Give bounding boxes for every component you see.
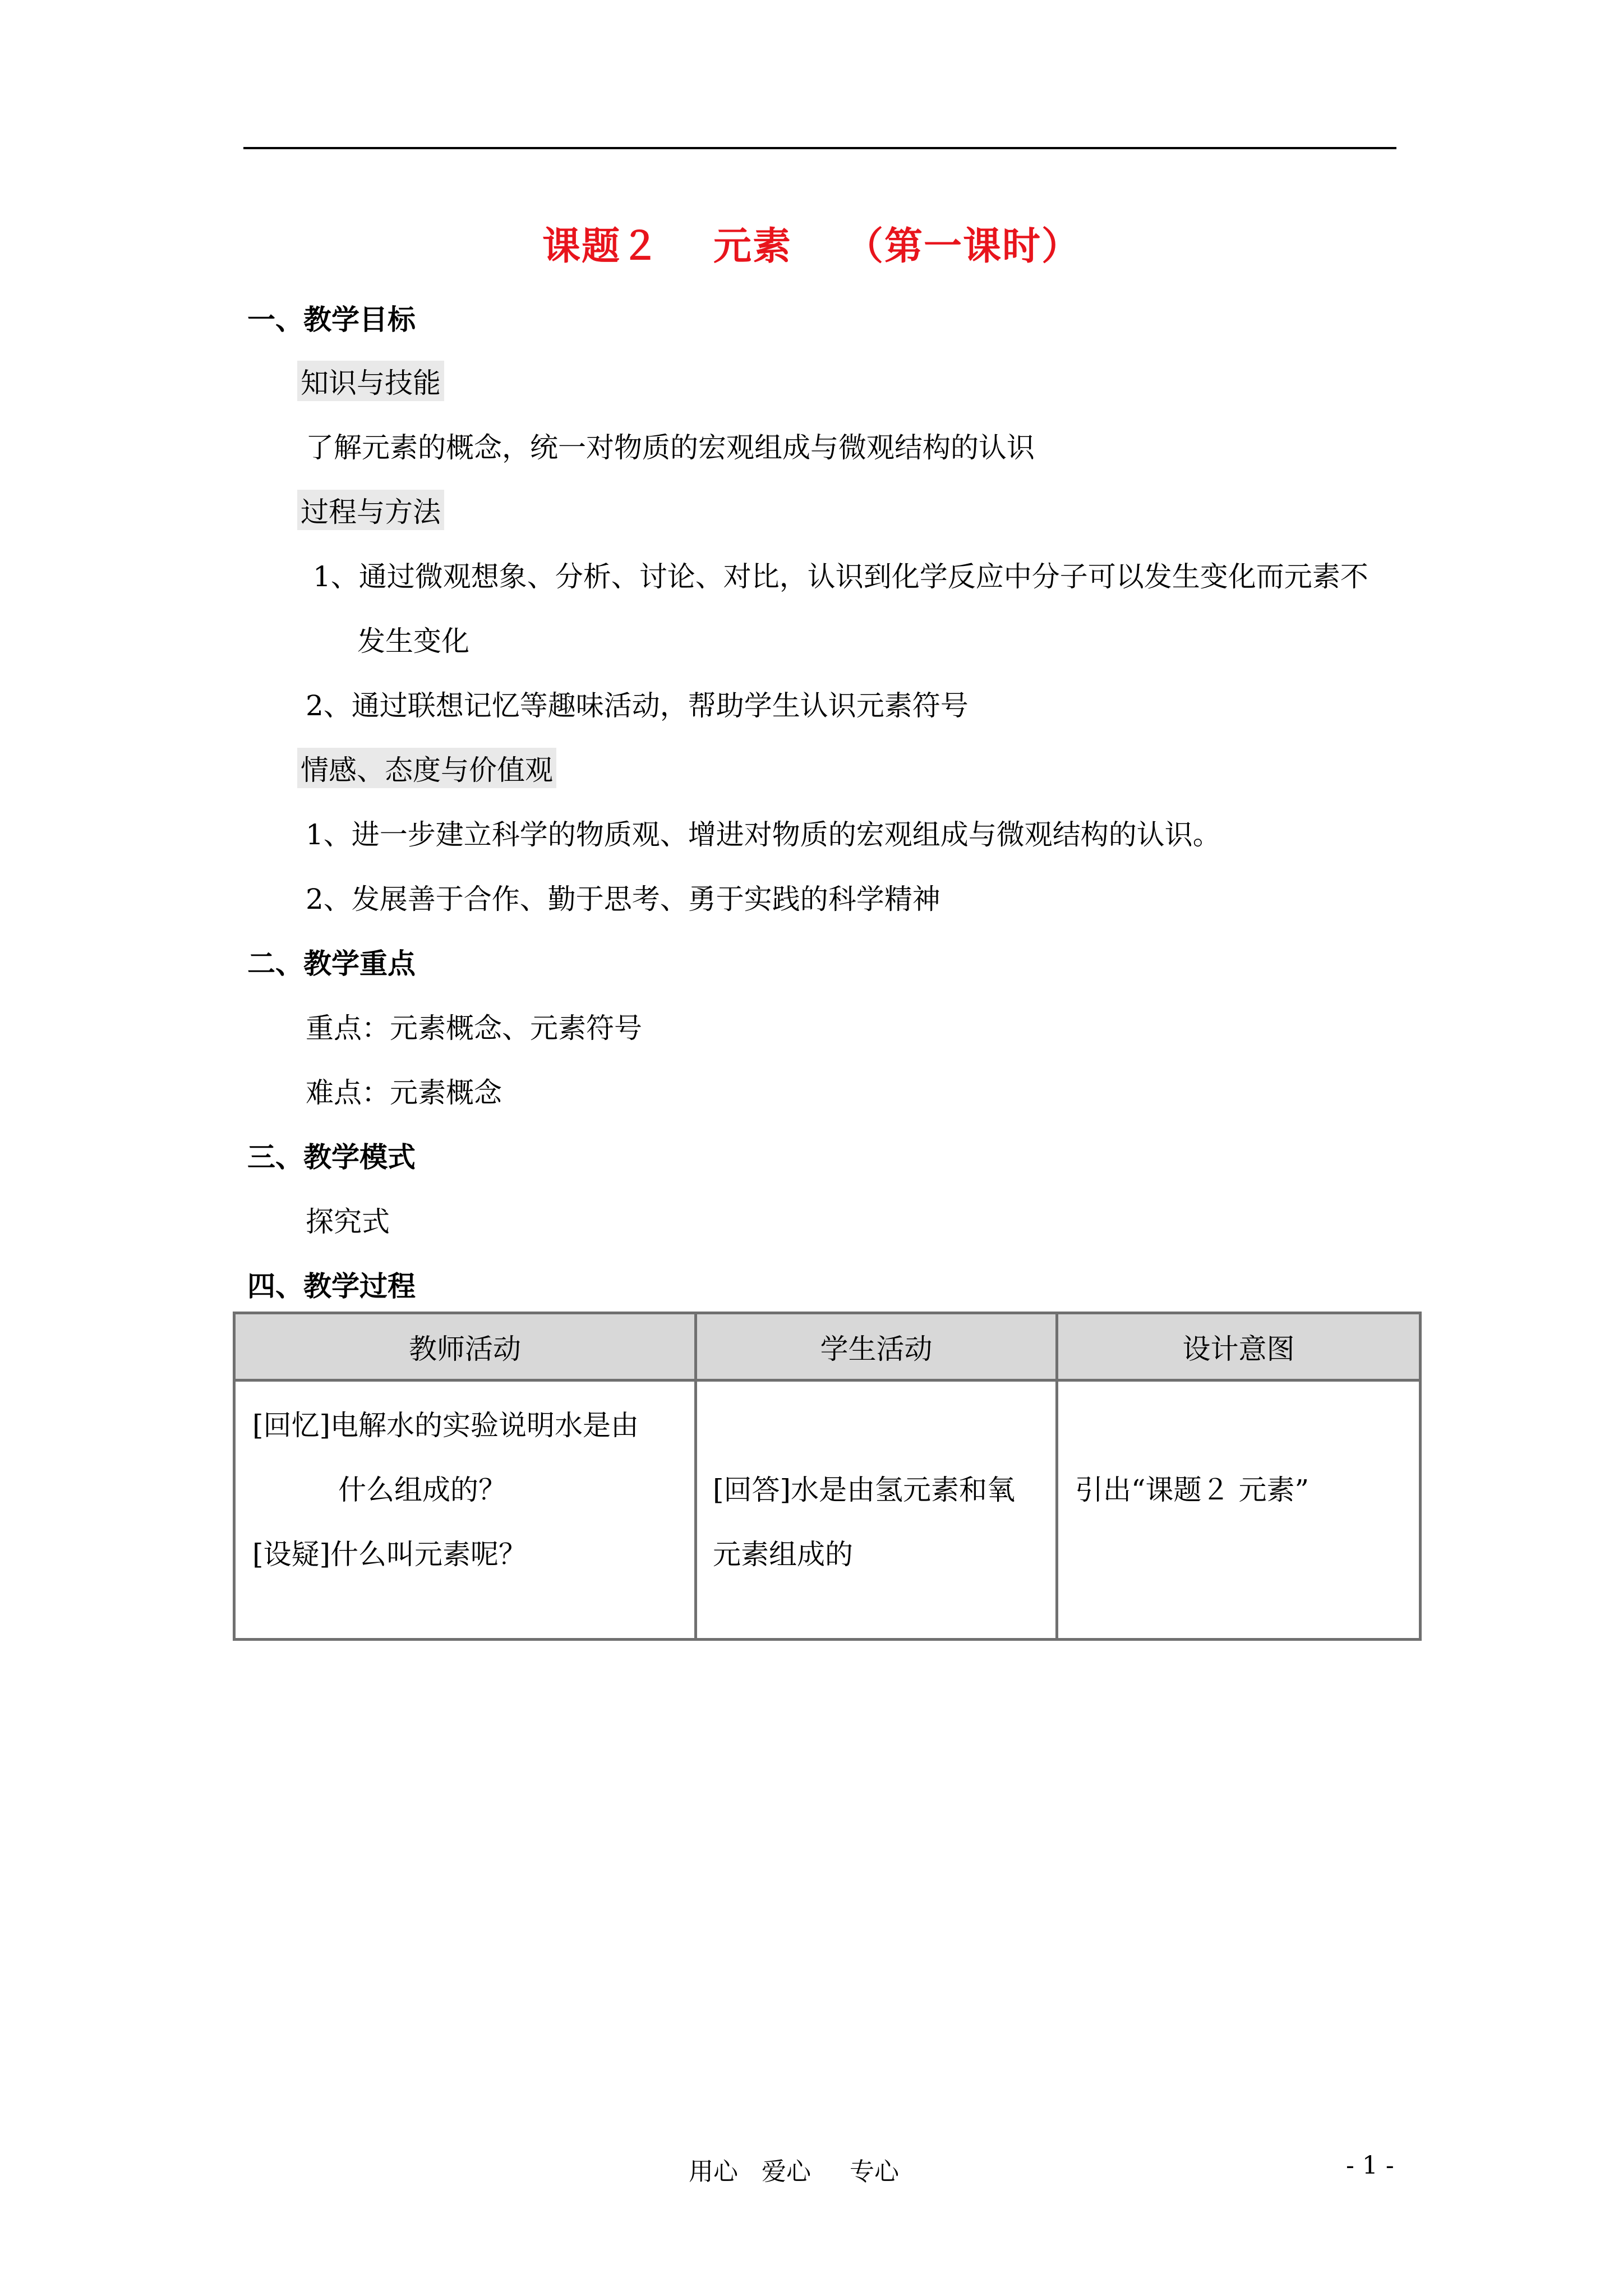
teacher-line-2: 什么组成的？ bbox=[338, 1474, 506, 1506]
title-lesson: 课题２ bbox=[542, 224, 660, 269]
cell-intent bbox=[1057, 1381, 1421, 1640]
footer-motto-2: 爱心 bbox=[762, 2157, 811, 2186]
section-heading-process: 四、教学过程 bbox=[247, 1269, 416, 1303]
process-item-1-cont: 发生变化 bbox=[357, 625, 469, 657]
page-title bbox=[0, 216, 1623, 270]
teacher-line-1: [回忆]电解水的实验说明水是由 bbox=[252, 1409, 639, 1442]
student-line-2: 元素组成的 bbox=[713, 1538, 853, 1571]
subheading-emotion: 情感、态度与价值观 bbox=[297, 748, 556, 788]
teacher-line-3: [设疑]什么叫元素呢？ bbox=[252, 1538, 527, 1571]
student-line-1: [回答]水是由氢元素和氧 bbox=[713, 1474, 1016, 1506]
section-heading-mode: 三、教学模式 bbox=[247, 1140, 416, 1174]
footer-motto-3: 专心 bbox=[850, 2157, 899, 2186]
section-heading-focus: 二、教学重点 bbox=[247, 947, 416, 980]
process-item-2: 2、通过联想记忆等趣味活动，帮助学生认识元素符号 bbox=[306, 689, 969, 722]
emotion-item-2: 2、发展善于合作、勤于思考、勇于实践的科学精神 bbox=[306, 883, 940, 915]
table-header-student: 学生活动 bbox=[696, 1313, 1057, 1381]
cell-teacher bbox=[234, 1381, 696, 1640]
table-row bbox=[234, 1381, 1421, 1640]
table-header-intent: 设计意图 bbox=[1057, 1313, 1421, 1381]
cell-student bbox=[696, 1381, 1057, 1640]
focus-difficulty: 难点：元素概念 bbox=[306, 1076, 502, 1109]
mode-text: 探究式 bbox=[306, 1205, 390, 1238]
page-number: - 1 - bbox=[1346, 2151, 1394, 2180]
table-header-row bbox=[234, 1313, 1421, 1381]
title-period: （第一课时） bbox=[845, 224, 1081, 269]
section-heading-goals: 一、教学目标 bbox=[247, 303, 416, 336]
process-table bbox=[233, 1312, 1422, 1641]
knowledge-text: 了解元素的概念，统一对物质的宏观组成与微观结构的认识 bbox=[306, 431, 1035, 464]
subheading-knowledge: 知识与技能 bbox=[297, 361, 444, 401]
emotion-item-1: 1、进一步建立科学的物质观、增进对物质的宏观组成与微观结构的认识。 bbox=[306, 818, 1221, 851]
focus-key: 重点：元素概念、元素符号 bbox=[306, 1012, 642, 1045]
subheading-process: 过程与方法 bbox=[297, 490, 444, 530]
header-rule bbox=[243, 147, 1396, 149]
process-item-1: 1、通过微观想象、分析、讨论、对比，认识到化学反应中分子可以发生变化而元素不 bbox=[313, 560, 1368, 593]
intent-text: 引出“课题２ 元素” bbox=[1075, 1474, 1310, 1506]
title-topic: 元素 bbox=[713, 224, 792, 269]
table-header-teacher: 教师活动 bbox=[234, 1313, 696, 1381]
footer-motto-1: 用心 bbox=[689, 2157, 738, 2186]
